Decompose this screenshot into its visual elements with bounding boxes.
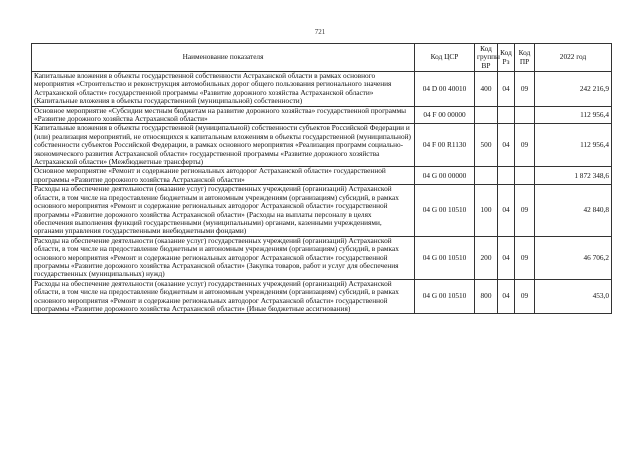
row-amount: 242 216,9 [535,72,612,107]
row-rz [498,167,515,185]
row-rz: 04 [498,279,515,314]
row-vr [475,167,498,185]
row-name: Капитальные вложения в объекты государственной (муниципальной) собственности субъектов Российской Федерации и (или) реализация мероприятий, не относящихся к капитальным вложениям в объекты государственной (муниципальной) собственности субъектов Российской Федерации, в рамках основного мероприятия «Реализация программ социально-экономического развития Астраханской области» государственной программы «Развитие дорожного хозяйства Астраханской области» (Межбюджетные трансферты) [32,124,415,167]
header-vr: Код группы ВР [475,44,498,72]
row-amount: 112 956,4 [535,106,612,124]
row-vr: 500 [475,124,498,167]
page-number: 721 [314,28,326,36]
table-row [32,236,612,279]
table-row [32,106,612,124]
row-amount: 453,0 [535,279,612,314]
row-vr: 100 [475,185,498,236]
row-csr: 04 G 00 00000 [415,167,475,185]
row-csr: 04 G 00 10510 [415,185,475,236]
row-vr: 400 [475,72,498,107]
table-row [32,185,612,236]
header-csr: Код ЦСР [415,44,475,72]
row-vr: 200 [475,236,498,279]
row-rz [498,106,515,124]
row-csr: 04 G 00 10510 [415,279,475,314]
row-csr: 04 G 00 10510 [415,236,475,279]
row-rz: 04 [498,236,515,279]
row-name: Расходы на обеспечение деятельности (оказание услуг) государственных учреждений (организаций) Астраханской области, в том числе на предоставление бюджетным и автономным учреждениям (организациям) субсидий, в рамках основного мероприятия «Ремонт и содержание региональных автодорог Астраханской области» государственной программы «Развитие дорожного хозяйства Астраханской области» (Расходы на выплаты персоналу в целях обеспечения выполнения функций государственными (муниципальными) органами, казенными учреждениями, органами управления государственными внебюджетными фондами) [32,185,415,236]
header-name: Наименование показателя [32,44,415,72]
row-name: Капитальные вложения в объекты государственной собственности Астраханской области в рамках основного мероприятия «Строительство и реконструкция автомобильных дорог общего пользования регионального значения Астраханской области» государственной программы «Развитие дорожного хозяйства Астраханской области» (Капитальные вложения в объекты государственной (муниципальной) собственности) [32,72,415,107]
row-pr: 09 [515,185,535,236]
row-pr [515,167,535,185]
row-name: Расходы на обеспечение деятельности (оказание услуг) государственных учреждений (организаций) Астраханской области, в том числе на предоставление бюджетным и автономным учреждениям (организациям) субсидий, в рамках основного мероприятия «Ремонт и содержание региональных автодорог Астраханской области» государственной программы «Развитие дорожного хозяйства Астраханской области» (Закупка товаров, работ и услуг для обеспечения государственных (муниципальных) нужд) [32,236,415,279]
row-pr: 09 [515,124,535,167]
row-pr [515,106,535,124]
row-name: Основное мероприятие «Субсидии местным бюджетам на развитие дорожного хозяйства» государственной программы «Развитие дорожного хозяйства Астраханской области» [32,106,415,124]
row-pr: 09 [515,72,535,107]
row-amount: 46 706,2 [535,236,612,279]
row-rz: 04 [498,185,515,236]
row-csr: 04 F 00 00000 [415,106,475,124]
row-pr: 09 [515,236,535,279]
row-amount: 112 956,4 [535,124,612,167]
header-amount: 2022 год [535,44,612,72]
row-rz: 04 [498,72,515,107]
row-csr: 04 D 00 40010 [415,72,475,107]
row-rz: 04 [498,124,515,167]
row-name: Расходы на обеспечение деятельности (оказание услуг) государственных учреждений (организаций) Астраханской области, в том числе на предоставление бюджетным и автономным учреждениям (организациям) субсидий, в рамках основного мероприятия «Ремонт и содержание региональных автодорог Астраханской области» государственной программы «Развитие дорожного хозяйства Астраханской области» (Иные бюджетные ассигнования) [32,279,415,314]
table-row [32,167,612,185]
row-vr [475,106,498,124]
header-pr: Код ПР [515,44,535,72]
table-header-row [32,44,612,72]
budget-table [31,43,612,314]
row-vr: 800 [475,279,498,314]
table-row [32,279,612,314]
row-amount: 42 840,8 [535,185,612,236]
header-rz: Код Рз [498,44,515,72]
row-pr: 09 [515,279,535,314]
row-amount: 1 872 348,6 [535,167,612,185]
row-csr: 04 F 00 R1130 [415,124,475,167]
row-name: Основное мероприятие «Ремонт и содержание региональных автодорог Астраханской области» государственной программы «Развитие дорожного хозяйства Астраханской области» [32,167,415,185]
table-row [32,72,612,107]
table-row [32,124,612,167]
